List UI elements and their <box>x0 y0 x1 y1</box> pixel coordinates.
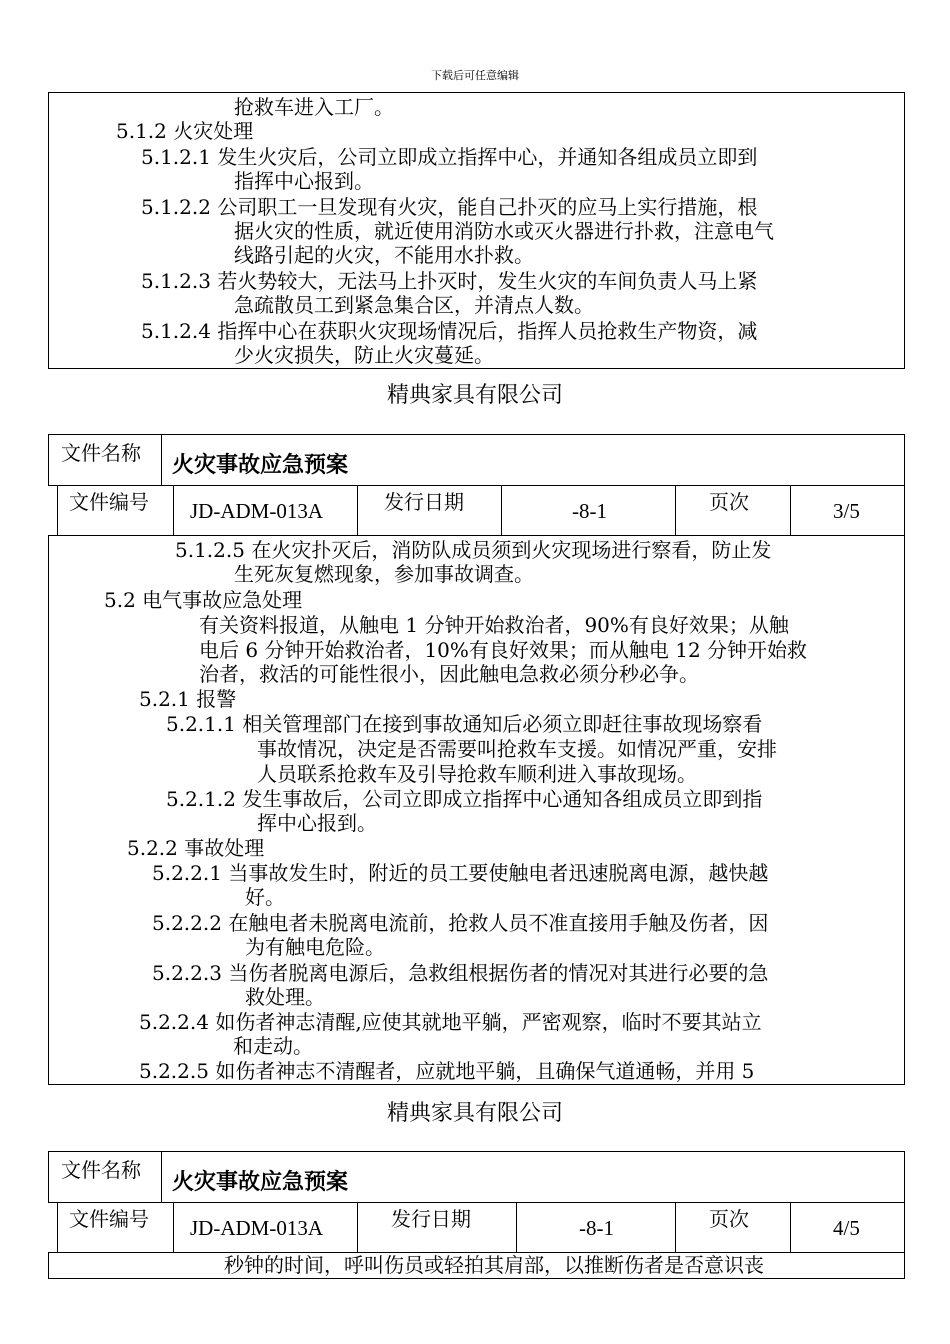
text-line: 5.2.2.5 如伤者神志不清醒者，应就地平躺，且确保气道通畅，并用 5 <box>139 1059 755 1083</box>
date-label: 发行日期 <box>384 490 464 514</box>
text-line: 5.2.2.4 如伤者神志清醒,应使其就地平躺，严密观察，临时不要其站立 <box>139 1010 762 1034</box>
text-line: 5.1.2.1 发生火灾后，公司立即成立指挥中心，并通知各组成员立即到 <box>141 145 758 169</box>
text-line: 5.2.2.1 当事故发生时，附近的员工要使触电者迅速脱离电源，越快越 <box>152 861 769 885</box>
page-label: 页次 <box>709 1207 749 1231</box>
section-1-box <box>48 92 905 369</box>
text-line: 好。 <box>245 885 285 909</box>
page-number: 4/5 <box>833 1216 860 1240</box>
text-line: 5.1.2.2 公司职工一旦发现有火灾，能自己扑灭的应马上实行措施，根 <box>141 195 758 219</box>
date-label-cell <box>357 485 502 536</box>
date-label-cell <box>357 1202 517 1253</box>
file-no: JD-ADM-013A <box>190 499 323 523</box>
text-line: 为有触电危险。 <box>245 935 385 959</box>
text-line: 5.2.1.2 发生事故后，公司立即成立指挥中心通知各组成员立即到指 <box>166 787 763 811</box>
file-no-label: 文件编号 <box>69 1207 149 1231</box>
text-line: 5.2.2.3 当伤者脱离电源后，急救组根据伤者的情况对其进行必要的急 <box>152 961 769 985</box>
text-line: 事故情况，决定是否需要叫抢救车支援。如情况严重，安排 <box>257 737 777 761</box>
text-line: 线路引起的火灾，不能用水扑救。 <box>234 243 534 267</box>
page-label: 页次 <box>709 490 749 514</box>
page-number: 3/5 <box>833 499 860 523</box>
file-name: 火灾事故应急预案 <box>172 1170 349 1195</box>
issue-date: -8-1 <box>572 499 607 523</box>
file-no-cell <box>173 1202 358 1253</box>
text-line: 5.1.2.5 在火灾扑灭后，消防队成员须到火灾现场进行察看，防止发 <box>175 538 772 562</box>
text-line: 生死灰复燃现象，参加事故调查。 <box>234 562 534 586</box>
date-cell <box>516 1202 676 1253</box>
issue-date: -8-1 <box>579 1216 614 1240</box>
company-name: 精典家具有限公司 <box>386 383 563 408</box>
file-name: 火灾事故应急预案 <box>172 453 349 478</box>
text-line: 5.2 电气事故应急处理 <box>104 588 303 612</box>
page-label-cell <box>675 485 791 536</box>
page-cell <box>790 485 905 536</box>
text-line: 少火灾损失，防止火灾蔓延。 <box>234 343 494 367</box>
text-line: 和走动。 <box>233 1034 313 1058</box>
text-line: 治者，救活的可能性很小，因此触电急救必须分秒必争。 <box>199 662 699 686</box>
file-no-label-cell <box>57 485 174 536</box>
text-line: 秒钟的时间，呼叫伤员或轻拍其肩部，以推断伤者是否意识丧 <box>224 1253 764 1277</box>
file-no-cell <box>173 485 358 536</box>
file-name-label: 文件名称 <box>61 441 141 465</box>
page-cell <box>790 1202 905 1253</box>
page-label-cell <box>675 1202 791 1253</box>
text-line: 5.1.2.3 若火势较大，无法马上扑灭时，发生火灾的车间负责人马上紧 <box>141 269 758 293</box>
file-no: JD-ADM-013A <box>190 1216 323 1240</box>
text-line: 挥中心报到。 <box>257 811 377 835</box>
text-line: 救处理。 <box>245 985 325 1009</box>
file-no-label-cell <box>57 1202 174 1253</box>
file-no-label: 文件编号 <box>69 490 149 514</box>
text-line: 电后 6 分钟开始救治者，10%有良好效果；而从触电 12 分钟开始救 <box>199 638 808 662</box>
file-name-label-cell <box>48 1151 162 1203</box>
text-line: 5.2.1.1 相关管理部门在接到事故通知后必须立即赶往事故现场察看 <box>166 712 763 736</box>
file-name-label: 文件名称 <box>61 1158 141 1182</box>
date-cell <box>501 485 676 536</box>
download-note: 下载后可任意编辑 <box>431 69 519 82</box>
text-line: 急疏散员工到紧急集合区，并清点人数。 <box>234 293 594 317</box>
section-2-box <box>48 535 905 1085</box>
text-line: 5.1.2.4 指挥中心在获职火灾现场情况后，指挥人员抢救生产物资，减 <box>141 319 758 343</box>
text-line: 抢救车进入工厂。 <box>234 95 394 119</box>
date-label: 发行日期 <box>391 1207 471 1231</box>
text-line: 人员联系抢救车及引导抢救车顺利进入事故现场。 <box>257 762 697 786</box>
text-line: 5.2.1 报警 <box>139 687 237 711</box>
section-3-box <box>48 1252 905 1279</box>
file-name-cell <box>161 434 905 486</box>
text-line: 5.1.2 火灾处理 <box>116 119 254 143</box>
text-line: 据火灾的性质，就近使用消防水或灭火器进行扑救，注意电气 <box>234 219 774 243</box>
file-name-label-cell <box>48 434 162 486</box>
file-name-cell <box>161 1151 905 1203</box>
company-name: 精典家具有限公司 <box>386 1101 563 1126</box>
text-line: 5.2.2.2 在触电者未脱离电流前，抢救人员不准直接用手触及伤者，因 <box>152 911 769 935</box>
text-line: 有关资料报道，从触电 1 分钟开始救治者，90%有良好效果；从触 <box>199 613 789 637</box>
text-line: 5.2.2 事故处理 <box>127 836 265 860</box>
text-line: 指挥中心报到。 <box>234 169 374 193</box>
